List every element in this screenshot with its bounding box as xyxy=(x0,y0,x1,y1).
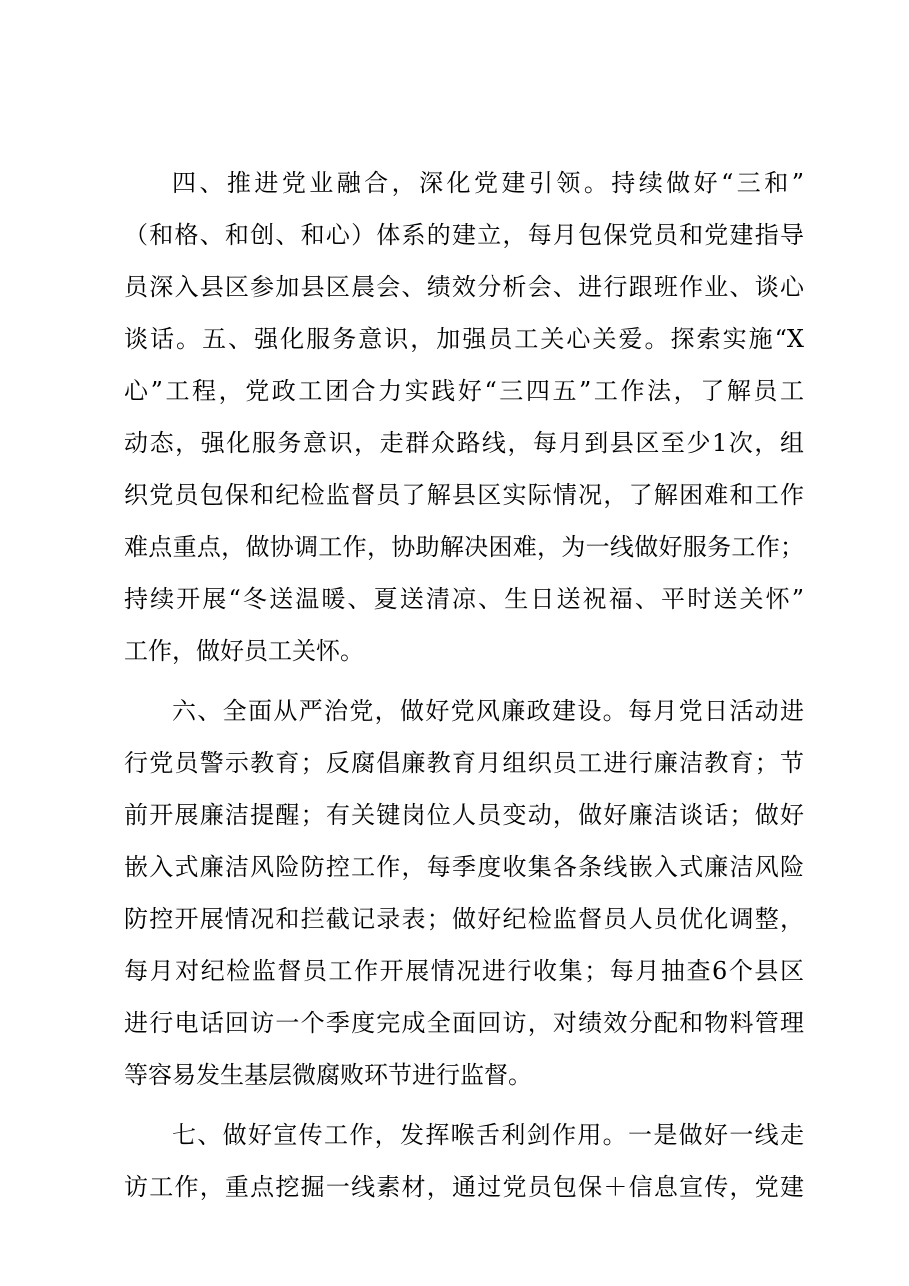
paragraph-2-line-3: 前开展廉洁提醒；有关键岗位人员变动，做好廉洁谈话；做好 xyxy=(124,801,804,829)
paragraph-1-line-8: 难点重点，做协调工作，协助解决困难，为一线做好服务工作； xyxy=(124,533,804,561)
paragraph-2-line-8: 等容易发生基层微腐败环节进行监督。 xyxy=(124,1061,532,1089)
paragraph-2-line-5: 防控开展情况和拦截记录表；做好纪检监督员人员优化调整， xyxy=(124,905,804,933)
paragraph-1-line-2: （和格、和创、和心）体系的建立，每月包保党员和党建指导 xyxy=(124,221,804,249)
paragraph-2-line-7: 进行电话回访一个季度完成全面回访，对绩效分配和物料管理 xyxy=(124,1009,804,1037)
paragraph-2-line-4: 嵌入式廉洁风险防控工作，每季度收集各条线嵌入式廉洁风险 xyxy=(124,853,804,881)
paragraph-3-line-1: 七、做好宣传工作，发挥喉舌利剑作用。一是做好一线走 xyxy=(172,1121,804,1149)
paragraph-2-line-2: 行党员警示教育；反腐倡廉教育月组织员工进行廉洁教育；节 xyxy=(124,749,804,777)
paragraph-1-line-1: 四、推进党业融合，深化党建引领。持续做好“三和” xyxy=(172,169,804,197)
paragraph-3-line-2: 访工作，重点挖掘一线素材，通过党员包保＋信息宣传，党建 xyxy=(124,1173,804,1201)
paragraph-1-line-10: 工作，做好员工关怀。 xyxy=(124,637,364,665)
paragraph-1-line-3: 员深入县区参加县区晨会、绩效分析会、进行跟班作业、谈心 xyxy=(124,273,804,301)
paragraph-1-line-4: 谈话。五、强化服务意识，加强员工关心关爱。探索实施“X xyxy=(124,325,804,353)
paragraph-2-line-6: 每月对纪检监督员工作开展情况进行收集；每月抽查6个县区 xyxy=(124,957,804,985)
paragraph-1-line-5: 心”工程，党政工团合力实践好“三四五”工作法，了解员工 xyxy=(124,377,804,405)
paragraph-1-line-9: 持续开展“冬送温暖、夏送清凉、生日送祝福、平时送关怀” xyxy=(124,585,804,613)
paragraph-2-line-1: 六、全面从严治党，做好党风廉政建设。每月党日活动进 xyxy=(172,697,804,725)
paragraph-1-line-6: 动态，强化服务意识，走群众路线，每月到县区至少1次，组 xyxy=(124,429,804,457)
paragraph-1-line-7: 织党员包保和纪检监督员了解县区实际情况，了解困难和工作 xyxy=(124,481,804,509)
